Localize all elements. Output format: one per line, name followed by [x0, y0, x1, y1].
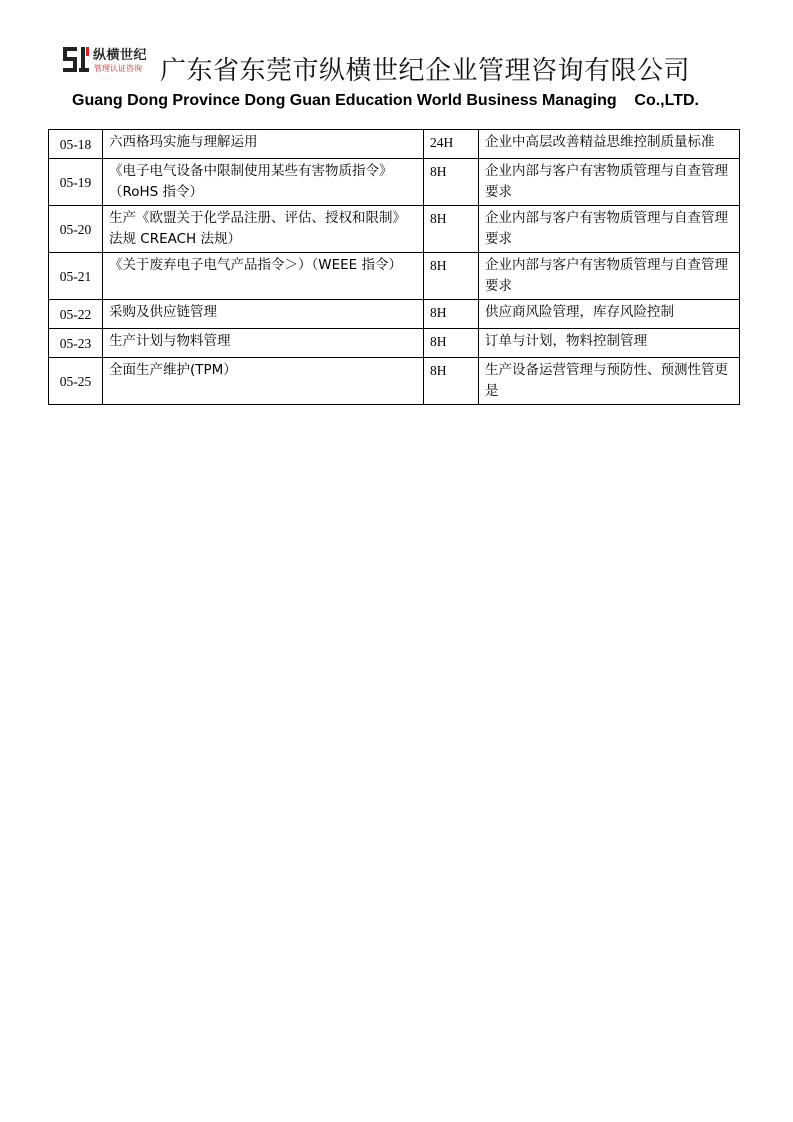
- content-cell: 企业内部与客户有害物质管理与自查管理要求: [479, 253, 740, 300]
- course-cell: 《电子电气设备中限制使用某些有害物质指令》（RoHS 指令）: [103, 159, 424, 206]
- hours-cell: 8H: [424, 358, 479, 405]
- content-cell: 企业内部与客户有害物质管理与自查管理要求: [479, 206, 740, 253]
- date-cell: 05-22: [49, 300, 103, 329]
- course-cell: 全面生产维护(TPM）: [103, 358, 424, 405]
- logo-mark-icon: [62, 45, 90, 75]
- date-cell: 05-21: [49, 253, 103, 300]
- course-cell: 生产《欧盟关于化学品注册、评估、授权和限制》法规 CREACH 法规）: [103, 206, 424, 253]
- course-cell: 生产计划与物料管理: [103, 329, 424, 358]
- content-cell: 订单与计划，物料控制管理: [479, 329, 740, 358]
- table-row: [49, 159, 740, 206]
- company-name-english: Guang Dong Province Dong Guan Education World Business Managing Co.,LTD.: [72, 92, 699, 109]
- table-row: [49, 130, 740, 159]
- letterhead: [0, 0, 793, 125]
- hours-cell: 8H: [424, 329, 479, 358]
- table-row: [49, 300, 740, 329]
- hours-cell: 8H: [424, 159, 479, 206]
- hours-cell: 8H: [424, 300, 479, 329]
- company-logo: [62, 44, 152, 78]
- table-row: [49, 253, 740, 300]
- course-cell: 六西格玛实施与理解运用: [103, 130, 424, 159]
- content-cell: 企业内部与客户有害物质管理与自查管理要求: [479, 159, 740, 206]
- logo-tagline: 管理认证咨询: [94, 64, 142, 73]
- date-cell: 05-20: [49, 206, 103, 253]
- table-row: [49, 329, 740, 358]
- content-cell: 供应商风险管理，库存风险控制: [479, 300, 740, 329]
- table-row: [49, 206, 740, 253]
- table-row: [49, 358, 740, 405]
- date-cell: 05-23: [49, 329, 103, 358]
- company-name-chinese: 广东省东莞市纵横世纪企业管理咨询有限公司: [160, 56, 691, 86]
- date-cell: 05-18: [49, 130, 103, 159]
- content-cell: 生产设备运营管理与预防性、预测性管更是: [479, 358, 740, 405]
- course-cell: 采购及供应链管理: [103, 300, 424, 329]
- hours-cell: 8H: [424, 253, 479, 300]
- course-cell: 《关于废弃电子电气产品指令＞）（WEEE 指令）: [103, 253, 424, 300]
- date-cell: 05-25: [49, 358, 103, 405]
- logo-brand-text: 纵横世纪: [93, 48, 148, 63]
- hours-cell: 8H: [424, 206, 479, 253]
- date-cell: 05-19: [49, 159, 103, 206]
- content-cell: 企业中高层改善精益思维控制质量标准: [479, 130, 740, 159]
- course-schedule-table: [48, 129, 740, 405]
- hours-cell: 24H: [424, 130, 479, 159]
